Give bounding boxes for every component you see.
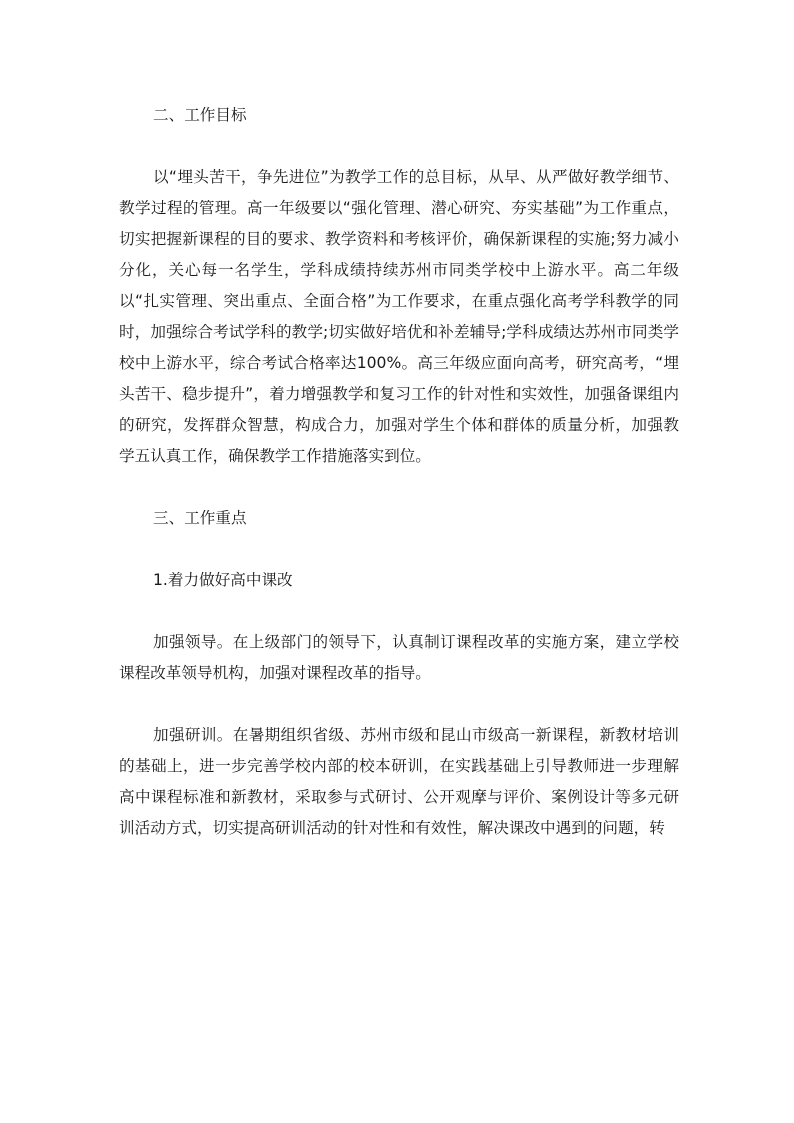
training-paragraph: 加强研训。在暑期组织省级、苏州市级和昆山市级高一新课程，新教材培训的基础上，进一步完善学校内部的校本研训，在实践基础上引导教师进一步理解高中课程标准和新教材，采取参与式研讨、公开观摩与评价、案例设计等多元研训活动方式，切实提高研训活动的针对性和有效性，解决课改中遇到的问题，转 <box>119 726 679 837</box>
goals-paragraph: 以“埋头苦干，争先进位”为教学工作的总目标，从早、从严做好教学细节、教学过程的管理。高一年级要以“强化管理、潜心研究、夯实基础”为工作重点，切实把握新课程的目的要求、教学资料和考核评价，确保新课程的实施;努力减小分化，关心每一名学生，学科成绩持续苏州市同类学校中上游水平。高二年级以“扎实管理、突出重点、全面合格”为工作要求，在重点强化高考学科教学的同时，加强综合考试学科的教学;切实做好培优和补差辅导;学科成绩达苏州市同类学校中上游水平，综合考试合格率达100%。高三年级应面向高考，研究高考，“埋头苦干、稳步提升”，着力增强教学和复习工作的针对性和实效性，加强备课组内的研究，发挥群众智慧，构成合力，加强对学生个体和群体的质量分析，加强教学五认真工作，确保教学工作措施落实到位。 <box>119 168 679 465</box>
subsection-heading-curriculum-reform: 1.着力做好高中课改 <box>153 571 293 589</box>
document-body <box>119 100 679 875</box>
section-heading-priorities: 三、工作重点 <box>153 509 247 527</box>
section-heading-goals: 二、工作目标 <box>153 106 247 124</box>
leadership-paragraph: 加强领导。在上级部门的领导下，认真制订课程改革的实施方案，建立学校课程改革领导机构，加强对课程改革的指导。 <box>119 633 679 682</box>
